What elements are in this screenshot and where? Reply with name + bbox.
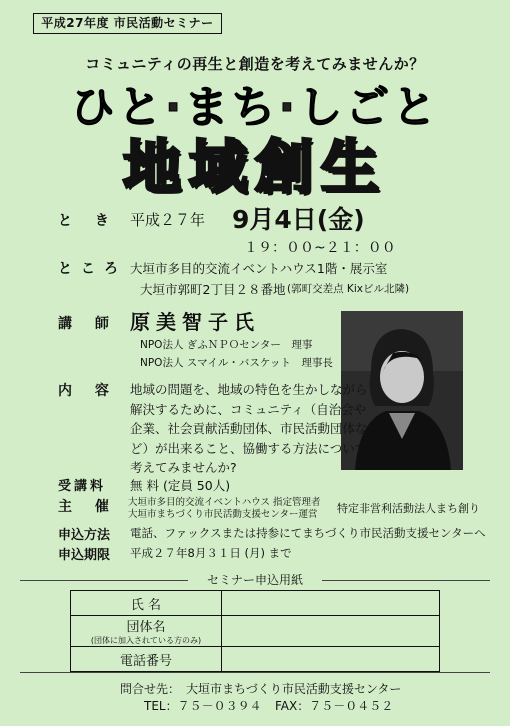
content-line: 考えてみませんか? [130, 460, 237, 475]
subtitle: コミュニティの再生と創造を考えてみませんか？ [85, 55, 425, 73]
host-label: 主 催 [58, 499, 118, 515]
content-label: 内 容 [58, 383, 118, 399]
content-text [130, 380, 368, 478]
host-line-2: 大垣市まちづくり市民活動支援センター運営 [128, 509, 318, 520]
where-venue: 大垣市多目的交流イベントハウス1階・展示室 [130, 261, 388, 276]
apply-label: 申込方法 [58, 528, 111, 543]
form-row-group [71, 616, 440, 647]
application-form [70, 590, 440, 672]
contact-tel: TEL：７５－０３９４ [144, 699, 262, 713]
when-label: と き [58, 213, 118, 229]
contact-fax: FAX：７５－０４５２ [275, 699, 394, 713]
host-org: 特定非営利活動法人まち創り [337, 502, 480, 515]
content-line: 解決するために、コミュニティ（自治会や [130, 401, 367, 417]
form-row-phone [71, 647, 440, 672]
lecturer-name: 原美智子氏 [130, 310, 260, 334]
form-phone-field[interactable] [222, 647, 440, 672]
deadline-label: 申込期限 [58, 548, 111, 563]
where-address: 大垣市郭町2丁目２８番地 [140, 282, 286, 297]
apply-value: 電話、ファックスまたは持参にてまちづくり市民活動支援センターへ [130, 526, 486, 540]
contact-org: 大垣市まちづくり市民活動支援センター [186, 682, 402, 696]
form-title: セミナー申込用紙 [206, 573, 303, 587]
content-line: 地域の問題を、地域の特色を生かしながら [130, 382, 368, 397]
form-divider-right [322, 580, 490, 581]
contact-prefix: 問合せ先： [120, 682, 181, 696]
when-date: 9月4日(金) [232, 205, 365, 234]
seminar-tag: 平成27年度 市民活動セミナー [33, 13, 222, 34]
form-group-label-cell [71, 616, 222, 647]
title-line-1: ひと·まち·しごと [70, 82, 440, 133]
form-group-note: (団体に加入されている方のみ) [90, 636, 202, 645]
where-note: (郭町交差点 Kixビル北隣) [287, 283, 410, 295]
form-phone-label: 電話番号 [71, 647, 222, 672]
form-name-field[interactable] [222, 591, 440, 616]
footer-divider [20, 672, 490, 673]
when-year: 平成２７年 [130, 211, 206, 229]
content-line: 企業、社会貢献活動団体、市民活動団体な [130, 421, 368, 436]
form-name-label: 氏 名 [71, 591, 222, 616]
form-divider-left [20, 580, 188, 581]
when-time: １９：００~２１：００ [244, 240, 396, 256]
lecturer-role-1: NPO法人 ぎふＮＰＯセンター 理事 [140, 339, 313, 351]
title-line-2: 地域創生 [122, 133, 387, 201]
content-line: ど）が出来ること、協働する方法について [130, 440, 368, 456]
form-group-field[interactable] [222, 616, 440, 647]
form-group-label: 団体名 [126, 620, 166, 635]
fee-label: 受講料 [58, 479, 107, 494]
lecturer-role-2: NPO法人 スマイル・バスケット 理事長 [140, 357, 333, 369]
form-row-name [71, 591, 440, 616]
host-line-1: 大垣市多目的交流イベントハウス 指定管理者 [128, 497, 321, 508]
fee-value: 無 料 (定員 50人) [130, 478, 231, 493]
lecturer-label: 講 師 [58, 316, 118, 332]
where-label: ところ [58, 261, 127, 277]
deadline-value: 平成２７年8月３１日 (月) まで [130, 546, 292, 560]
